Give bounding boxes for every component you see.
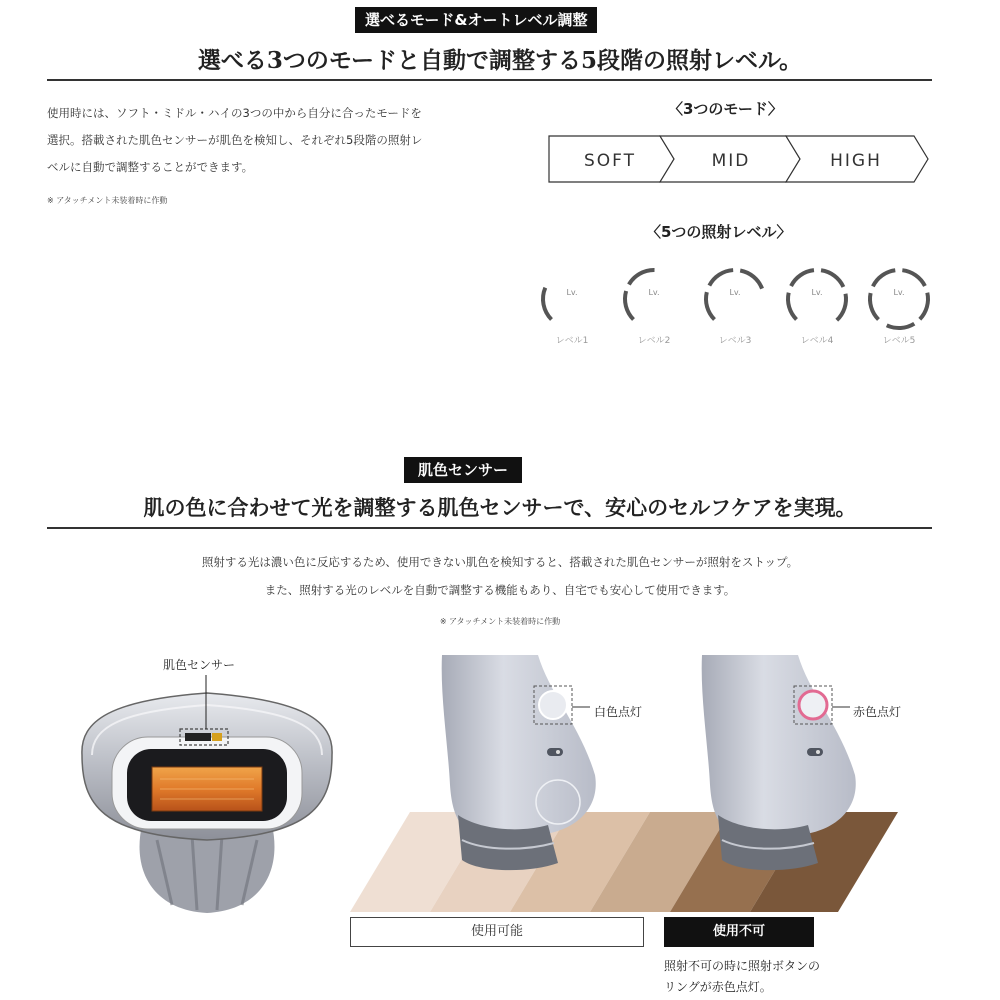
- level-caption: レベル5: [882, 336, 916, 346]
- mode-soft-label: SOFT: [583, 151, 637, 171]
- level-caption: レベル2: [637, 336, 671, 346]
- level-item-3: [700, 264, 770, 354]
- device-white-light-image: [430, 655, 600, 877]
- section2-headline: 肌の色に合わせて光を調整する肌色センサーで、安心のセルフケアを実現。: [143, 495, 857, 520]
- level-arc-segment: [870, 293, 878, 319]
- level-arc-segment: [837, 294, 846, 320]
- section2-note: ※ アタッチメント未装着時に作動: [439, 617, 561, 626]
- section1-body-line: 選択。搭載された肌色センサーが肌色を検知し、それぞれ5段階の照射レ: [47, 133, 423, 147]
- level-icon-label: Lv.: [566, 288, 578, 297]
- level-arc-segment: [902, 270, 925, 286]
- section2-body-line-2: また、照射する光のレベルを自動で調整する機能もあり、自宅でも安心して使用できます。: [264, 583, 736, 597]
- footnote: [664, 956, 820, 998]
- unusable-status-box: 使用不可: [664, 917, 814, 947]
- level-arc-segment: [873, 270, 895, 286]
- red-ring-indicator: [799, 691, 827, 719]
- level-caption: レベル4: [800, 336, 834, 346]
- section1-note: ※ アタッチメント未装着時に作動: [47, 196, 168, 205]
- section2-body-line-1: 照射する光は濃い色に反応するため、使用できない肌色を検知すると、搭載された肌色センサーが照射をストップ。: [201, 555, 799, 569]
- level-arc-segment: [709, 270, 733, 285]
- level-ring-icon: [782, 264, 852, 334]
- white-light-label: 白色点灯: [594, 705, 643, 719]
- section1-body-line: ベルに自動で調整することができます。: [47, 160, 254, 174]
- level-ring-icon: [537, 264, 607, 334]
- usable-status-box: 使用可能: [350, 917, 644, 947]
- modes-title: 〈3つのモード〉: [668, 100, 783, 118]
- section2-tag: 肌色センサー: [404, 457, 522, 483]
- section1-body-line: 使用時には、ソフト・ミドル・ハイの3つの中から自分に合ったモードを: [47, 106, 422, 120]
- level-item-2: [619, 264, 689, 354]
- section1-headline: 選べる3つのモードと自動で調整する5段階の照射レベル。: [197, 47, 803, 74]
- sensor-label: 肌色センサー: [163, 658, 236, 672]
- sensor-closeup-image: [72, 675, 342, 915]
- level-caption: レベル3: [718, 336, 752, 346]
- level-item-5: [864, 264, 934, 354]
- device-red-light-image: [690, 655, 870, 877]
- level-icon-label: Lv.: [893, 288, 905, 297]
- level-ring-icon: [700, 264, 770, 334]
- level-arc-segment: [629, 270, 655, 285]
- level-icon-label: Lv.: [729, 288, 741, 297]
- footnote-line: リングが赤色点灯。: [664, 980, 772, 994]
- level-ring-icon: [864, 264, 934, 334]
- level-arc-segment: [740, 270, 762, 288]
- level-caption: レベル1: [555, 336, 589, 346]
- levels-title: 〈5つの照射レベル〉: [646, 223, 792, 241]
- section1-tag: 選べるモード&オートレベル調整: [355, 7, 597, 33]
- mode-high-label: HIGH: [830, 151, 882, 171]
- red-light-label: 赤色点灯: [853, 705, 902, 719]
- level-arc-segment: [821, 270, 843, 287]
- level-icon-label: Lv.: [648, 288, 660, 297]
- mode-selector: [548, 133, 930, 185]
- section2-divider: [47, 527, 932, 529]
- level-arc-segment: [887, 324, 915, 328]
- level-ring-icon: [619, 264, 689, 334]
- white-ring-indicator: [539, 691, 567, 719]
- level-arc-segment: [791, 270, 814, 286]
- mode-mid-label: MID: [711, 151, 751, 171]
- section1-divider: [47, 79, 932, 81]
- level-item-4: [782, 264, 852, 354]
- level-item-1: [537, 264, 607, 354]
- level-icon-label: Lv.: [811, 288, 823, 297]
- section1-body: [47, 100, 517, 181]
- footnote-line: 照射不可の時に照射ボタンの: [664, 959, 821, 973]
